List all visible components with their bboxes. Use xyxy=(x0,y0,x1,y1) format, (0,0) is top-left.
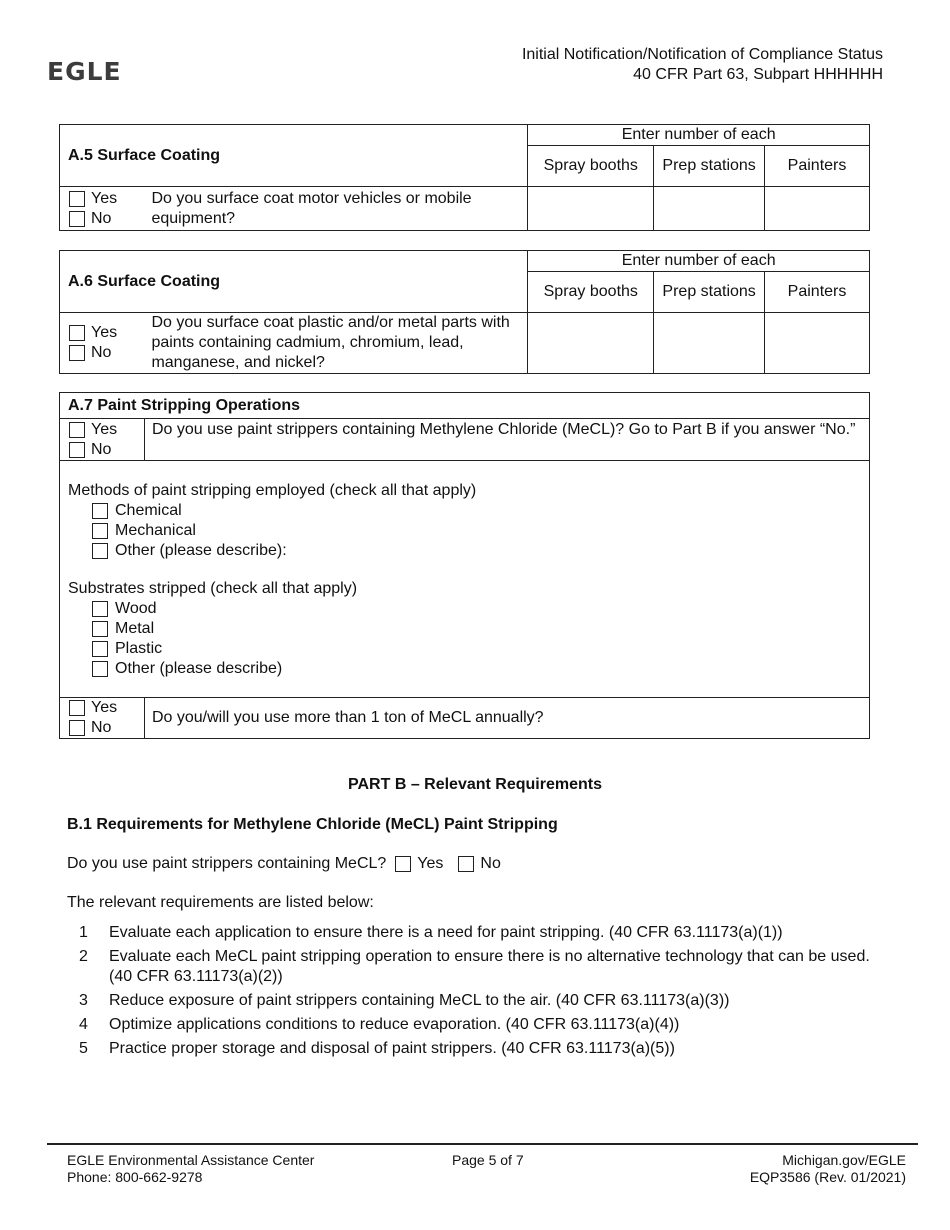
document-header xyxy=(522,45,883,85)
methods-label: Methods of paint stripping employed (check all that apply) xyxy=(68,482,477,499)
substrate-metal-checkbox[interactable] xyxy=(92,621,108,637)
substrates-label: Substrates stripped (check all that apply) xyxy=(68,580,358,597)
substrate-option[interactable] xyxy=(68,619,861,639)
a7-q2-yes-no xyxy=(60,698,145,739)
b1-no-label: No xyxy=(480,855,501,872)
b1-title: B.1 Requirements for Methylene Chloride (MeCL) Paint Stripping xyxy=(67,816,558,833)
a5-col-prep-stations: Prep stations xyxy=(654,146,765,187)
footer-right xyxy=(750,1152,906,1186)
footer-form-number: EQP3586 (Rev. 01/2021) xyxy=(749,1169,906,1185)
a5-yes-no xyxy=(60,187,145,231)
footer-divider xyxy=(47,1143,918,1145)
header-regulation: 40 CFR Part 63, Subpart HHHHHH xyxy=(633,66,883,83)
a6-col-painters: Painters xyxy=(765,272,870,313)
a6-col-spray-booths: Spray booths xyxy=(528,272,654,313)
substrate-other-checkbox[interactable] xyxy=(92,661,108,677)
a5-question: Do you surface coat motor vehicles or mobile equipment? xyxy=(144,187,527,231)
method-chemical-checkbox[interactable] xyxy=(92,503,108,519)
a7-question: Do you use paint strippers containing Methylene Chloride (MeCL)? Go to Part B if you answer “No.” xyxy=(144,419,869,461)
method-option[interactable] xyxy=(68,521,861,541)
a6-enter-label: Enter number of each xyxy=(528,251,870,272)
a5-yes-label: Yes xyxy=(91,189,118,207)
requirement-number: 5 xyxy=(79,1040,88,1057)
a5-no-label: No xyxy=(91,209,112,227)
list-item xyxy=(79,991,889,1011)
a6-spray-booths-input[interactable] xyxy=(528,313,654,374)
requirement-text: Optimize applications conditions to reduce evaporation. (40 CFR 63.11173(a)(4)) xyxy=(109,1016,680,1033)
requirement-text: Practice proper storage and disposal of paint strippers. (40 CFR 63.11173(a)(5)) xyxy=(109,1040,675,1057)
method-label: Mechanical xyxy=(115,522,196,539)
a6-prep-stations-input[interactable] xyxy=(654,313,765,374)
a5-enter-label: Enter number of each xyxy=(528,125,870,146)
substrate-label: Metal xyxy=(115,620,155,637)
header-title: Initial Notification/Notification of Compliance Status xyxy=(521,46,883,63)
requirement-text: Reduce exposure of paint strippers containing MeCL to the air. (40 CFR 63.11173(a)(3)) xyxy=(109,992,730,1009)
b1-question: Do you use paint strippers containing MeCL? xyxy=(67,855,387,872)
requirements-intro: The relevant requirements are listed below: xyxy=(67,894,374,911)
a6-no-checkbox[interactable] xyxy=(69,345,85,361)
a7-yes-label: Yes xyxy=(91,420,118,438)
section-a6-table xyxy=(59,250,870,374)
a7-q2-yes-label: Yes xyxy=(91,699,118,716)
a7-yes-checkbox[interactable] xyxy=(69,422,85,438)
a6-col-prep-stations: Prep stations xyxy=(654,272,765,313)
a7-q2-no-checkbox[interactable] xyxy=(69,720,85,736)
b1-yes-label: Yes xyxy=(417,855,444,872)
a7-yes-no xyxy=(60,419,145,461)
substrate-option[interactable] xyxy=(68,599,861,619)
a6-title: A.6 Surface Coating xyxy=(60,251,528,313)
substrate-plastic-checkbox[interactable] xyxy=(92,641,108,657)
requirement-number: 2 xyxy=(79,948,88,965)
list-item xyxy=(79,1015,889,1035)
a7-no-checkbox[interactable] xyxy=(69,442,85,458)
a5-yes-checkbox[interactable] xyxy=(69,191,85,207)
substrate-label: Other (please describe) xyxy=(115,660,283,677)
a6-no-label: No xyxy=(91,344,112,361)
page-number: Page 5 of 7 xyxy=(452,1152,524,1168)
a5-title: A.5 Surface Coating xyxy=(60,125,528,187)
footer-org: EGLE Environmental Assistance Center xyxy=(67,1152,315,1168)
list-item xyxy=(79,1039,889,1059)
a7-no-label: No xyxy=(91,440,112,458)
list-item xyxy=(79,923,889,943)
method-label: Other (please describe): xyxy=(115,542,287,559)
a5-col-spray-booths: Spray booths xyxy=(528,146,654,187)
a6-yes-label: Yes xyxy=(91,324,118,341)
method-option[interactable] xyxy=(68,541,861,561)
requirements-list xyxy=(79,923,889,1063)
a6-yes-checkbox[interactable] xyxy=(69,325,85,341)
substrate-option[interactable] xyxy=(68,659,861,679)
method-label: Chemical xyxy=(115,502,182,519)
a6-painters-input[interactable] xyxy=(765,313,870,374)
footer-phone: Phone: 800-662-9278 xyxy=(67,1169,203,1185)
a5-spray-booths-input[interactable] xyxy=(528,187,654,231)
b1-no-checkbox[interactable] xyxy=(458,856,474,872)
a7-methods-substrates xyxy=(60,461,870,698)
a7-q2-yes-checkbox[interactable] xyxy=(69,700,85,716)
method-option[interactable] xyxy=(68,501,861,521)
section-a5-table xyxy=(59,124,870,231)
b1-yes-checkbox[interactable] xyxy=(395,856,411,872)
requirement-number: 1 xyxy=(79,924,88,941)
a6-yes-no xyxy=(60,313,145,374)
a5-painters-input[interactable] xyxy=(765,187,870,231)
a5-col-painters: Painters xyxy=(765,146,870,187)
a7-title: A.7 Paint Stripping Operations xyxy=(60,393,870,419)
egle-logo: EGLE xyxy=(47,57,122,86)
a5-prep-stations-input[interactable] xyxy=(654,187,765,231)
a7-question2: Do you/will you use more than 1 ton of MeCL annually? xyxy=(144,698,869,739)
method-mechanical-checkbox[interactable] xyxy=(92,523,108,539)
footer-website-link[interactable]: Michigan.gov/EGLE xyxy=(782,1152,906,1168)
substrate-option[interactable] xyxy=(68,639,861,659)
requirement-number: 3 xyxy=(79,992,88,1009)
substrate-label: Wood xyxy=(115,600,157,617)
a7-q2-no-label: No xyxy=(91,719,112,736)
substrate-wood-checkbox[interactable] xyxy=(92,601,108,617)
list-item xyxy=(79,947,889,987)
section-a7-table xyxy=(59,392,870,739)
a6-question: Do you surface coat plastic and/or metal parts with paints containing cadmium, chromium, lead, manganese, and nickel? xyxy=(144,313,527,374)
requirement-text: Evaluate each application to ensure there is a need for paint stripping. (40 CFR 63.11173(a)(1)) xyxy=(109,924,783,941)
substrate-label: Plastic xyxy=(115,640,163,657)
footer-left xyxy=(67,1152,314,1186)
requirement-number: 4 xyxy=(79,1016,88,1033)
requirement-text: Evaluate each MeCL paint stripping operation to ensure there is no alternative technology that can be used. (40 CFR 63.11173(a)(2)) xyxy=(109,948,870,985)
a5-no-checkbox[interactable] xyxy=(69,211,85,227)
b1-question-row xyxy=(67,855,501,873)
part-b-title: PART B – Relevant Requirements xyxy=(348,776,602,793)
method-other-checkbox[interactable] xyxy=(92,543,108,559)
